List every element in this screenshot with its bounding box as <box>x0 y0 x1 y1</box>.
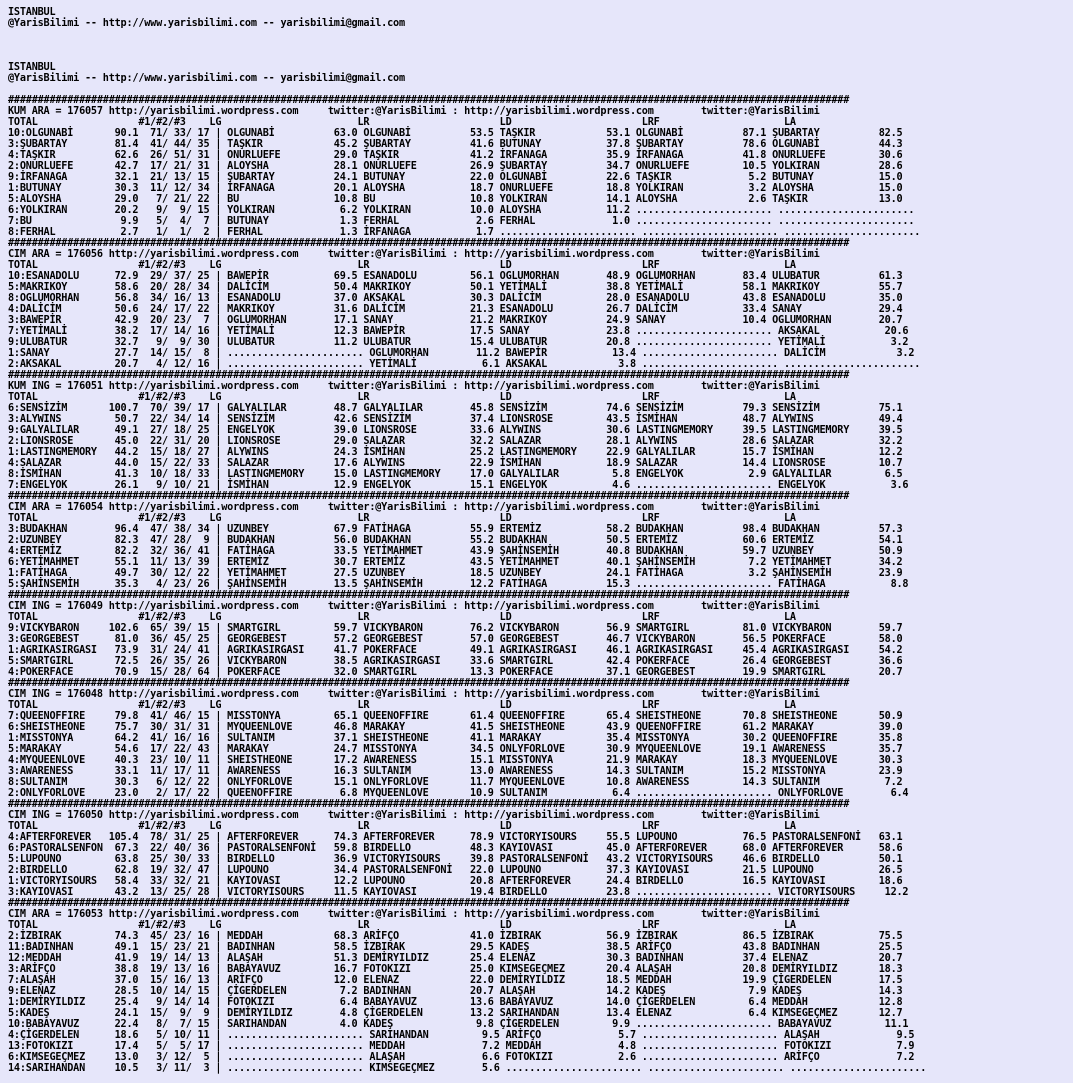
report-line: CIM ING = 176050 http://yarisbilimi.wordpress.com twitter:@YarisBilimi : http://yarisbilimi.wordpress.com twitter:@YarisBilimi <box>8 810 820 821</box>
report-line: ############################################################################################################################################## <box>8 238 850 249</box>
report-line: TOTAL #1/#2/#3 LG LR LD LRF LA <box>8 260 796 271</box>
report-line: KUM ING = 176051 http://yarisbilimi.wordpress.com twitter:@YarisBilimi : http://yarisbilimi.wordpress.com twitter:@YarisBilimi <box>8 381 820 392</box>
report-line: TOTAL #1/#2/#3 LG LR LD LRF LA <box>8 700 796 711</box>
report-line: 9:İRFANAGA 32.1 21/ 13/ 15 | ŞUBARTAY 24.1 BUTUNAY 22.0 OLGUNABİ 22.6 TAŞKIR 5.2 BUTUNAY 15.0 <box>8 172 903 183</box>
report-line: 2:ONURLUEFE 42.7 17/ 21/ 31 | ALOYSHA 28.1 ONURLUEFE 26.9 ŞUBARTAY 34.7 ONURLUEFE 10.5 YOLKIRAN 28.6 <box>8 161 903 172</box>
report-line: TOTAL #1/#2/#3 LG LR LD LRF LA <box>8 392 796 403</box>
report-line: 4:ÇİGERDELEN 18.6 5/ 10/ 11 | ....................... SARIHANDAN 9.5 ARİFÇO 5.7 ....................... ALAŞAH 9.5 <box>8 1030 915 1041</box>
report-line: 7:QUEENOFFIRE 79.8 41/ 46/ 15 | MISSTONYA 65.1 QUEENOFFIRE 61.4 QUEENOFFIRE 65.4 SHEISTHEONE 70.8 SHEISTHEONE 50.9 <box>8 711 903 722</box>
report-line: 1:FATİHAGA 49.7 30/ 12/ 22 | YETİMAHMET 27.5 UZUNBEY 18.5 UZUNBEY 24.1 FATİHAGA 3.2 ŞAHİNSEMİH 23.9 <box>8 568 903 579</box>
report-line: 5:SMARTGIRL 72.5 26/ 35/ 26 | VICKYBARON 38.5 AGRIKASIRGASI 33.6 SMARTGIRL 42.4 POKERFACE 26.4 GEORGEBEST 36.6 <box>8 656 903 667</box>
report-line: 10:BABAYAVUZ 22.4 8/ 7/ 15 | SARIHANDAN 4.0 KADEŞ 9.8 ÇİGERDELEN 9.9 ....................... BABAYAVUZ 11.1 <box>8 1019 909 1030</box>
report-line: 2:BIRDELLO 62.8 19/ 32/ 47 | LUPOUNO 34.4 PASTORALSENFONİ 22.0 LUPOUNO 37.3 KAYIOVASI 21.5 LUPOUNO 26.5 <box>8 865 903 876</box>
report-line: 2:LIONSROSE 45.0 22/ 31/ 20 | LIONSROSE 29.0 SALAZAR 32.2 SALAZAR 28.1 ALYWINS 28.6 SALAZAR 32.2 <box>8 436 903 447</box>
report-line: ############################################################################################################################################## <box>8 95 850 106</box>
report-line: 7:ALAŞAH 37.0 15/ 16/ 13 | ARİFÇO 12.0 ELENAZ 22.0 DEMİRYILDIZ 18.5 MEDDAH 19.9 ÇİGERDELEN 17.5 <box>8 975 903 986</box>
report-line: 5:KADEŞ 24.1 15/ 9/ 9 | DEMİRYILDIZ 4.8 ÇİGERDELEN 13.2 SARIHANDAN 13.4 ELENAZ 6.4 KIMSEGEÇMEZ 12.7 <box>8 1008 903 1019</box>
report-line: 9:ELENAZ 28.5 10/ 14/ 15 | ÇİGERDELEN 7.2 BADINHAN 20.7 ALAŞAH 14.2 KADEŞ 7.9 KADEŞ 14.3 <box>8 986 903 997</box>
report-line: @YarisBilimi -- http://www.yarisbilimi.com -- yarisbilimi@gmail.com <box>8 18 405 29</box>
report-line: 11:BADINHAN 49.1 15/ 23/ 21 | BADINHAN 58.5 İZBIRAK 29.5 KADEŞ 38.5 ARİFÇO 43.8 BADINHAN 25.5 <box>8 942 903 953</box>
report-line: 3:KAYIOVASI 43.2 13/ 25/ 28 | VICTORYISOURS 11.5 KAYIOVASI 19.4 BIRDELLO 23.8 ....................... VICTORYISOURS 12.2 <box>8 887 909 898</box>
report-line: 8:SULTANIM 30.3 6/ 12/ 22 | ONLYFORLOVE 15.1 ONLYFORLOVE 11.7 MYQUEENLOVE 10.8 AWARENESS 14.3 SULTANIM 7.2 <box>8 777 903 788</box>
report-line: CIM ARA = 176053 http://yarisbilimi.wordpress.com twitter:@YarisBilimi : http://yarisbilimi.wordpress.com twitter:@YarisBilimi <box>8 909 820 920</box>
report-line: 3:GEORGEBEST 81.0 36/ 45/ 25 | GEORGEBEST 57.2 GEORGEBEST 57.0 GEORGEBEST 46.7 VICKYBARON 56.5 POKERFACE 58.0 <box>8 634 903 645</box>
report-line: 9:GALYALILAR 49.1 27/ 18/ 25 | ENGELYOK 39.0 LIONSROSE 33.6 ALYWINS 30.6 LASTINGMEMORY 39.5 LASTINGMEMORY 39.5 <box>8 425 903 436</box>
report-line: 2:UZUNBEY 82.3 47/ 28/ 9 | BUDAKHAN 56.0 BUDAKHAN 55.2 BUDAKHAN 50.5 ERTEMİZ 60.6 ERTEMİZ 54.1 <box>8 535 903 546</box>
report-line: 8:İSMİHAN 41.3 10/ 18/ 33 | LASTINGMEMORY 15.0 LASTINGMEMORY 17.0 GALYALILAR 5.8 ENGELYOK 2.9 GALYALILAR 6.5 <box>8 469 903 480</box>
report-line: 6:SHEISTHEONE 75.7 30/ 31/ 31 | MYQUEENLOVE 46.8 MARAKAY 41.5 SHEISTHEONE 43.9 QUEENOFFIRE 61.2 MARAKAY 39.0 <box>8 722 903 733</box>
report-line: KUM ARA = 176057 http://yarisbilimi.wordpress.com twitter:@YarisBilimi : http://yarisbilimi.wordpress.com twitter:@YarisBilimi <box>8 106 820 117</box>
report-line: 4:ERTEMİZ 82.2 32/ 36/ 41 | FATİHAGA 33.5 YETİMAHMET 43.9 ŞAHİNSEMİH 40.8 BUDAKHAN 59.7 UZUNBEY 50.9 <box>8 546 903 557</box>
report-line: @YarisBilimi -- http://www.yarisbilimi.com -- yarisbilimi@gmail.com <box>8 73 405 84</box>
report-line: 4:SALAZAR 44.0 15/ 22/ 33 | SALAZAR 17.6 ALYWINS 22.9 İSMİHAN 18.9 SALAZAR 14.4 LIONSROSE 10.7 <box>8 458 903 469</box>
report-line: 10:ESANADOLU 72.9 29/ 37/ 25 | BAWEPİR 69.5 ESANADOLU 56.1 OGLUMORHAN 48.9 OGLUMORHAN 83.4 ULUBATUR 61.3 <box>8 271 903 282</box>
report-line: TOTAL #1/#2/#3 LG LR LD LRF LA <box>8 821 796 832</box>
report-line: 2:İZBIRAK 74.3 45/ 23/ 16 | MEDDAH 68.3 ARİFÇO 41.0 İZBIRAK 56.9 İZBIRAK 86.5 İZBIRAK 75.5 <box>8 931 903 942</box>
report-line: 9:VICKYBARON 102.6 65/ 39/ 15 | SMARTGIRL 59.7 VICKYBARON 76.2 VICKYBARON 56.9 SMARTGIRL 81.0 VICKYBARON 59.7 <box>8 623 903 634</box>
report-line: 1:SANAY 27.7 14/ 15/ 8 | ....................... OGLUMORHAN 11.2 BAWEPİR 13.4 ....................... DALİCİM 3.2 <box>8 348 915 359</box>
report-line: 8:OGLUMORHAN 56.8 34/ 16/ 13 | ESANADOLU 37.0 AKSAKAL 30.3 DALİCİM 28.0 ESANADOLU 43.8 ESANADOLU 35.0 <box>8 293 903 304</box>
report-line: ############################################################################################################################################## <box>8 898 850 909</box>
report-line: CIM ING = 176048 http://yarisbilimi.wordpress.com twitter:@YarisBilimi : http://yarisbilimi.wordpress.com twitter:@YarisBilimi <box>8 689 820 700</box>
report-line: 6:YOLKIRAN 20.2 9/ 9/ 15 | YOLKIRAN 6.2 YOLKIRAN 10.0 ALOYSHA 11.2 ....................... ....................... <box>8 205 915 216</box>
report-line: 14:SARIHANDAN 10.5 3/ 11/ 3 | ....................... KIMSEGEÇMEZ 5.6 ....................... ....................... ....................... <box>8 1063 927 1074</box>
report-line: 3:BUDAKHAN 96.4 47/ 38/ 34 | UZUNBEY 67.9 FATİHAGA 55.9 ERTEMİZ 58.2 BUDAKHAN 98.4 BUDAKHAN 57.3 <box>8 524 903 535</box>
report-line: 6:KIMSEGEÇMEZ 13.0 3/ 12/ 5 | ....................... ALAŞAH 6.6 FOTOKIZI 2.6 ....................... ARİFÇO 7.2 <box>8 1052 915 1063</box>
report-line: 7:YETİMALİ 38.2 17/ 14/ 16 | YETİMALİ 12.3 BAWEPİR 17.5 SANAY 23.8 ....................... AKSAKAL 20.6 <box>8 326 909 337</box>
report-line: 3:AWARENESS 33.1 11/ 17/ 11 | AWARENESS 16.3 SULTANIM 13.0 AWARENESS 14.3 SULTANIM 15.2 MISSTONYA 23.9 <box>8 766 903 777</box>
report-line: 5:MAKRIKOY 58.6 20/ 28/ 34 | DALİCİM 50.4 MAKRIKOY 50.1 YETİMALİ 38.8 YETİMALİ 58.1 MAKRIKOY 55.7 <box>8 282 903 293</box>
report-line: 9:ULUBATUR 32.7 9/ 9/ 30 | ULUBATUR 11.2 ULUBATUR 15.4 ULUBATUR 20.8 ....................... YETİMALİ 3.2 <box>8 337 909 348</box>
report-line: 4:POKERFACE 70.9 15/ 28/ 64 | POKERFACE 32.0 SMARTGIRL 13.3 POKERFACE 37.1 GEORGEBEST 19.9 SMARTGIRL 20.7 <box>8 667 903 678</box>
report-line <box>8 29 926 40</box>
report-line: ISTANBUL <box>8 62 56 73</box>
report-line <box>8 84 926 95</box>
report-line: ############################################################################################################################################## <box>8 491 850 502</box>
race-report-text <box>8 7 926 1074</box>
report-line: 4:AFTERFOREVER 105.4 78/ 31/ 25 | AFTERFOREVER 74.3 AFTERFOREVER 78.9 VICTORYISOURS 55.5 LUPOUNO 76.5 PASTORALSENFONİ 63.1 <box>8 832 903 843</box>
report-line: 4:DALİCİM 50.6 24/ 17/ 22 | MAKRIKOY 31.6 DALİCİM 21.3 ESANADOLU 26.7 DALİCİM 33.4 SANAY 29.4 <box>8 304 903 315</box>
report-line: ISTANBUL <box>8 7 56 18</box>
report-line: TOTAL #1/#2/#3 LG LR LD LRF LA <box>8 612 796 623</box>
report-line: 1:MISSTONYA 64.2 41/ 16/ 16 | SULTANIM 37.1 SHEISTHEONE 41.1 MARAKAY 35.4 MISSTONYA 30.2 QUEENOFFIRE 35.8 <box>8 733 903 744</box>
report-line: 3:ALYWINS 50.7 22/ 34/ 14 | SENSİZİM 42.6 SENSİZİM 37.4 LIONSROSE 43.5 İSMİHAN 48.7 ALYWINS 49.4 <box>8 414 903 425</box>
report-line: 3:ŞUBARTAY 81.4 41/ 44/ 35 | TAŞKIR 45.2 ŞUBARTAY 41.6 BUTUNAY 37.8 ŞUBARTAY 78.6 OLGUNABİ 44.3 <box>8 139 903 150</box>
report-line: CIM ARA = 176056 http://yarisbilimi.wordpress.com twitter:@YarisBilimi : http://yarisbilimi.wordpress.com twitter:@YarisBilimi <box>8 249 820 260</box>
report-line: 1:VICTORYISOURS 58.4 33/ 32/ 21 | KAYIOVASI 12.2 LUPOUNO 20.8 AFTERFOREVER 24.4 BIRDELLO 16.5 KAYIOVASI 18.6 <box>8 876 903 887</box>
report-line: ############################################################################################################################################## <box>8 370 850 381</box>
report-line: ############################################################################################################################################## <box>8 678 850 689</box>
report-line: ############################################################################################################################################## <box>8 590 850 601</box>
report-line: 10:OLGUNABİ 90.1 71/ 33/ 17 | OLGUNABİ 63.0 OLGUNABİ 53.5 TAŞKIR 53.1 OLGUNABİ 87.1 ŞUBARTAY 82.5 <box>8 128 903 139</box>
report-line: 12:MEDDAH 41.9 19/ 14/ 13 | ALAŞAH 51.3 DEMİRYILDIZ 25.4 ELENAZ 30.3 BADINHAN 37.4 ELENAZ 20.7 <box>8 953 903 964</box>
report-line: TOTAL #1/#2/#3 LG LR LD LRF LA <box>8 117 796 128</box>
report-line: 3:ARİFÇO 38.8 19/ 13/ 16 | BABAYAVUZ 16.7 FOTOKIZI 25.0 KIMSEGEÇMEZ 20.4 ALAŞAH 20.8 DEMİRYILDIZ 18.3 <box>8 964 903 975</box>
report-line: 1:DEMİRYILDIZ 25.4 9/ 14/ 14 | FOTOKIZI 6.4 BABAYAVUZ 13.6 BABAYAVUZ 14.0 ÇİGERDELEN 6.4 MEDDAH 12.8 <box>8 997 903 1008</box>
report-line: 1:AGRIKASIRGASI 73.9 31/ 24/ 41 | AGRIKASIRGASI 41.7 POKERFACE 49.1 AGRIKASIRGASI 46.1 AGRIKASIRGASI 45.4 AGRIKASIRGASI 54.2 <box>8 645 903 656</box>
report-line: 4:MYQUEENLOVE 40.3 23/ 10/ 11 | SHEISTHEONE 17.2 AWARENESS 15.1 MISSTONYA 21.9 MARAKAY 18.3 MYQUEENLOVE 30.3 <box>8 755 903 766</box>
report-line: 4:TAŞKIR 62.6 26/ 51/ 31 | ONURLUEFE 29.0 TAŞKIR 41.2 İRFANAGA 35.9 İRFANAGA 41.8 ONURLUEFE 30.6 <box>8 150 903 161</box>
report-line: 7:BU 9.9 5/ 4/ 7 | BUTUNAY 1.3 FERHAL 2.6 FERHAL 1.0 ....................... ....................... <box>8 216 915 227</box>
report-line: 1:LASTINGMEMORY 44.2 15/ 18/ 27 | ALYWINS 24.3 İSMİHAN 25.2 LASTINGMEMORY 22.9 GALYALILAR 15.7 İSMİHAN 12.2 <box>8 447 903 458</box>
report-line: 13:FOTOKIZI 17.4 5/ 5/ 17 | ....................... MEDDAH 7.2 MEDDAH 4.8 ....................... FOTOKIZI 7.9 <box>8 1041 915 1052</box>
report-line <box>8 40 926 51</box>
report-line: 1:BUTUNAY 30.3 11/ 12/ 34 | İRFANAGA 20.1 ALOYSHA 18.7 ONURLUEFE 18.8 YOLKIRAN 3.2 ALOYSHA 15.0 <box>8 183 903 194</box>
report-line: ############################################################################################################################################## <box>8 799 850 810</box>
report-line: 8:FERHAL 2.7 1/ 1/ 2 | FERHAL 1.3 İRFANAGA 1.7 ....................... ....................... ....................... <box>8 227 921 238</box>
report-line: TOTAL #1/#2/#3 LG LR LD LRF LA <box>8 513 796 524</box>
report-line: 5:MARAKAY 54.6 17/ 22/ 43 | MARAKAY 24.7 MISSTONYA 34.5 ONLYFORLOVE 30.9 MYQUEENLOVE 19.1 AWARENESS 35.7 <box>8 744 903 755</box>
report-line: 2:AKSAKAL 20.7 4/ 12/ 16 | ....................... YETİMALİ 6.1 AKSAKAL 3.8 ....................... ....................... <box>8 359 921 370</box>
report-line <box>8 51 926 62</box>
report-line: 6:YETİMAHMET 55.1 11/ 13/ 39 | ERTEMİZ 30.7 ERTEMİZ 43.5 YETİMAHMET 40.1 ŞAHİNSEMİH 7.2 YETİMAHMET 34.2 <box>8 557 903 568</box>
report-line: 6:PASTORALSENFON 67.3 22/ 40/ 36 | PASTORALSENFONİ 59.8 BIRDELLO 48.3 KAYIOVASI 45.0 AFTERFOREVER 68.0 AFTERFOREVER 58.6 <box>8 843 903 854</box>
report-line: TOTAL #1/#2/#3 LG LR LD LRF LA <box>8 920 796 931</box>
report-line: 5:LUPOUNO 63.8 25/ 30/ 33 | BIRDELLO 36.9 VICTORYISOURS 39.8 PASTORALSENFONİ 43.2 VICTORYISOURS 46.6 BIRDELLO 50.1 <box>8 854 903 865</box>
report-line: 5:ŞAHİNSEMİH 35.3 4/ 23/ 26 | ŞAHİNSEMİH 13.5 ŞAHİNSEMİH 12.2 FATİHAGA 15.3 ....................... FATİHAGA 8.8 <box>8 579 909 590</box>
report-line: 2:ONLYFORLOVE 23.0 2/ 17/ 22 | QUEENOFFIRE 6.8 MYQUEENLOVE 10.9 SULTANIM 6.4 ....................... ONLYFORLOVE 6.4 <box>8 788 909 799</box>
report-line: 7:ENGELYOK 26.1 9/ 10/ 21 | İSMİHAN 12.9 ENGELYOK 15.1 ENGELYOK 4.6 ....................... ENGELYOK 3.6 <box>8 480 909 491</box>
report-line: 6:SENSİZİM 100.7 70/ 39/ 17 | GALYALILAR 48.7 GALYALILAR 45.8 SENSİZİM 74.6 SENSİZİM 79.3 SENSİZİM 75.1 <box>8 403 903 414</box>
report-line: 3:BAWEPİR 42.9 20/ 23/ 7 | OGLUMORHAN 17.1 SANAY 21.2 MAKRIKOY 24.9 SANAY 10.4 OGLUMORHAN 20.7 <box>8 315 903 326</box>
report-line: CIM ING = 176049 http://yarisbilimi.wordpress.com twitter:@YarisBilimi : http://yarisbilimi.wordpress.com twitter:@YarisBilimi <box>8 601 820 612</box>
report-line: CIM ARA = 176054 http://yarisbilimi.wordpress.com twitter:@YarisBilimi : http://yarisbilimi.wordpress.com twitter:@YarisBilimi <box>8 502 820 513</box>
report-line: 5:ALOYSHA 29.0 7/ 21/ 22 | BU 10.8 BU 10.8 YOLKIRAN 14.1 ALOYSHA 2.6 TAŞKIR 13.0 <box>8 194 903 205</box>
